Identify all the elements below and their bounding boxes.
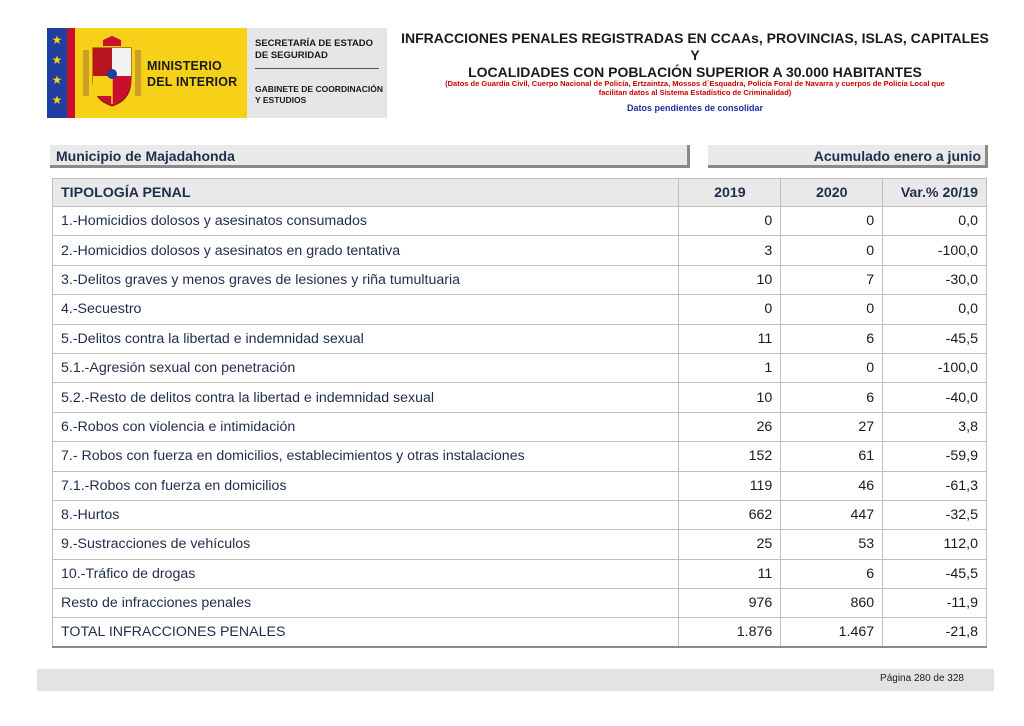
crime-type-cell: TOTAL INFRACCIONES PENALES [53, 618, 679, 647]
page-number: Página 280 de 328 [880, 673, 964, 684]
star-icon: ★ [51, 53, 63, 67]
variation-cell: 3,8 [883, 412, 987, 441]
value-2020-cell: 53 [781, 530, 883, 559]
value-2020-cell: 6 [781, 559, 883, 588]
value-2020-cell: 6 [781, 383, 883, 412]
variation-cell: -30,0 [883, 265, 987, 294]
value-2019-cell: 25 [679, 530, 781, 559]
table-row [53, 500, 987, 529]
sources-line-2: facilitan datos al Sistema Estadístico de Criminalidad) [598, 88, 792, 97]
value-2019-cell: 1.876 [679, 618, 781, 647]
value-2019-cell: 119 [679, 471, 781, 500]
ministry-line-2: DEL INTERIOR [147, 75, 238, 89]
coat-of-arms-icon [81, 36, 143, 110]
value-2019-cell: 10 [679, 383, 781, 412]
value-2019-cell: 0 [679, 295, 781, 324]
value-2019-cell: 152 [679, 442, 781, 471]
crime-type-cell: 4.-Secuestro [53, 295, 679, 324]
pending-data-note: Datos pendientes de consolidar [626, 103, 764, 113]
period-label: Acumulado enero a junio [708, 145, 988, 168]
crime-type-cell: Resto de infracciones penales [53, 589, 679, 618]
value-2019-cell: 1 [679, 353, 781, 382]
crime-type-cell: 1.-Homicidios dolosos y asesinatos consumados [53, 207, 679, 236]
value-2019-cell: 26 [679, 412, 781, 441]
value-2019-cell: 976 [679, 589, 781, 618]
value-2019-cell: 3 [679, 236, 781, 265]
value-2019-cell: 662 [679, 500, 781, 529]
flag-red-band [67, 28, 75, 118]
value-2020-cell: 6 [781, 324, 883, 353]
value-2020-cell: 46 [781, 471, 883, 500]
crime-type-cell: 5.-Delitos contra la libertad e indemnidad sexual [53, 324, 679, 353]
crime-type-cell: 2.-Homicidios dolosos y asesinatos en grado tentativa [53, 236, 679, 265]
sources-line-1: (Datos de Guardia Civil, Cuerpo Nacional de Policía, Ertzaintza, Mossos d´Esquadra, Policía Foral de Navarra y cuerpos de Policía Local que [445, 79, 945, 88]
secretariat-name: SECRETARÍA DE ESTADO DE SEGURIDAD [255, 38, 374, 61]
value-2020-cell: 1.467 [781, 618, 883, 647]
report-title-line-2: LOCALIDADES CON POBLACIÓN SUPERIOR A 30.000 HABITANTES [468, 64, 922, 80]
ministry-name [147, 58, 237, 90]
table-header-row [53, 179, 987, 207]
value-2019-cell: 11 [679, 559, 781, 588]
table-row [53, 589, 987, 618]
header-2020: 2020 [781, 179, 883, 207]
eu-stars-band [47, 28, 67, 118]
crime-type-cell: 6.-Robos con violencia e intimidación [53, 412, 679, 441]
star-icon: ★ [51, 93, 63, 107]
variation-cell: -100,0 [883, 353, 987, 382]
crime-type-cell: 7.1.-Robos con fuerza en domicilios [53, 471, 679, 500]
table-row [53, 471, 987, 500]
variation-cell: -40,0 [883, 383, 987, 412]
table-row [53, 265, 987, 294]
table-row [53, 353, 987, 382]
table-row [53, 324, 987, 353]
variation-cell: -100,0 [883, 236, 987, 265]
table-row [53, 530, 987, 559]
value-2020-cell: 0 [781, 207, 883, 236]
report-title-line-1: INFRACCIONES PENALES REGISTRADAS EN CCAAs, PROVINCIAS, ISLAS, CAPITALES Y [401, 30, 989, 63]
cabinet-name: GABINETE DE COORDINACIÓN Y ESTUDIOS [255, 84, 383, 105]
variation-cell: -11,9 [883, 589, 987, 618]
value-2020-cell: 0 [781, 353, 883, 382]
table-row [53, 442, 987, 471]
total-row [53, 618, 987, 647]
crime-type-cell: 10.-Tráfico de drogas [53, 559, 679, 588]
municipality-label: Municipio de Majadahonda [50, 145, 690, 168]
value-2020-cell: 860 [781, 589, 883, 618]
divider [255, 68, 379, 69]
crime-type-cell: 3.-Delitos graves y menos graves de lesiones y riña tumultuaria [53, 265, 679, 294]
variation-cell: -61,3 [883, 471, 987, 500]
variation-cell: -32,5 [883, 500, 987, 529]
variation-cell: 0,0 [883, 295, 987, 324]
ministry-logo [47, 28, 247, 118]
variation-cell: -21,8 [883, 618, 987, 647]
value-2019-cell: 11 [679, 324, 781, 353]
table-row [53, 383, 987, 412]
value-2020-cell: 27 [781, 412, 883, 441]
value-2020-cell: 0 [781, 295, 883, 324]
ministry-line-1: MINISTERIO [147, 59, 222, 73]
crime-type-cell: 5.2.-Resto de delitos contra la libertad e indemnidad sexual [53, 383, 679, 412]
variation-cell: -45,5 [883, 559, 987, 588]
crime-type-cell: 5.1.-Agresión sexual con penetración [53, 353, 679, 382]
data-sources-note [400, 79, 990, 97]
report-title [395, 30, 995, 81]
value-2020-cell: 0 [781, 236, 883, 265]
variation-cell: -59,9 [883, 442, 987, 471]
variation-cell: 112,0 [883, 530, 987, 559]
table-row [53, 236, 987, 265]
header-crime-type: TIPOLOGÍA PENAL [53, 179, 679, 207]
value-2019-cell: 10 [679, 265, 781, 294]
table-row [53, 207, 987, 236]
table-row [53, 295, 987, 324]
variation-cell: 0,0 [883, 207, 987, 236]
header-variation: Var.% 20/19 [883, 179, 987, 207]
value-2020-cell: 447 [781, 500, 883, 529]
variation-cell: -45,5 [883, 324, 987, 353]
crime-type-cell: 7.- Robos con fuerza en domicilios, establecimientos y otras instalaciones [53, 442, 679, 471]
crime-statistics-table [52, 178, 987, 648]
crime-type-cell: 8.-Hurtos [53, 500, 679, 529]
table-row [53, 412, 987, 441]
star-icon: ★ [51, 33, 63, 47]
page-footer [37, 669, 994, 691]
value-2020-cell: 61 [781, 442, 883, 471]
crime-type-cell: 9.-Sustracciones de vehículos [53, 530, 679, 559]
value-2020-cell: 7 [781, 265, 883, 294]
star-icon: ★ [51, 73, 63, 87]
table-row [53, 559, 987, 588]
header-2019: 2019 [679, 179, 781, 207]
value-2019-cell: 0 [679, 207, 781, 236]
secretariat-block [247, 28, 387, 118]
